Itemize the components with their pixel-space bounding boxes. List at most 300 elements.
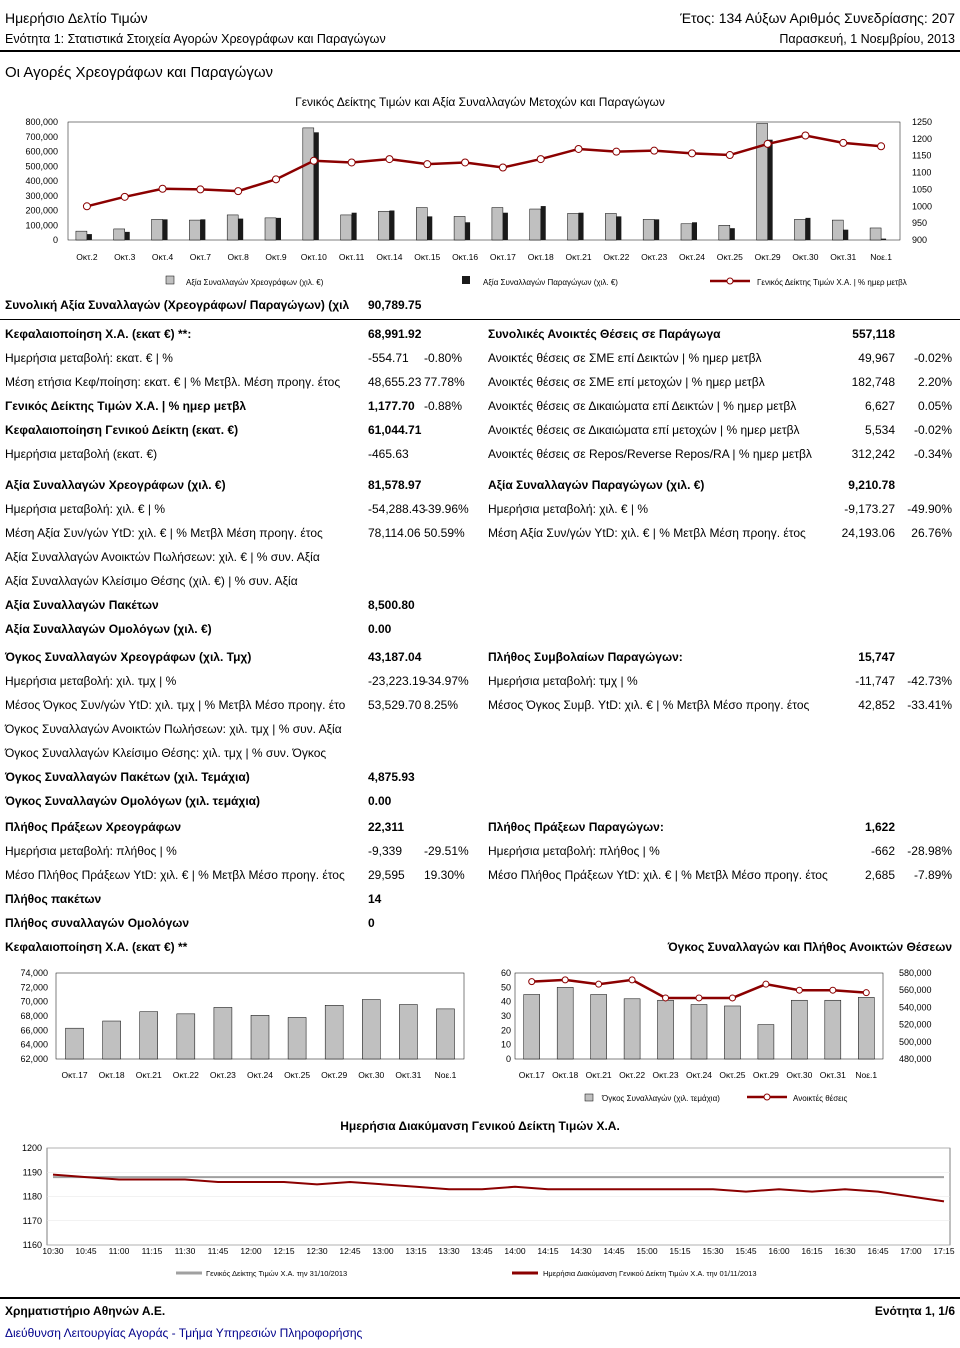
- right-stat-value: -662: [870, 844, 895, 858]
- intraday-x-tick: 15:15: [669, 1246, 691, 1256]
- top-x-tick: Οκτ.7: [189, 252, 212, 262]
- top-x-tick: Νοε.1: [870, 252, 892, 262]
- vol-left-tick: 60: [500, 968, 511, 978]
- right-stat-change: -33.41%: [907, 698, 952, 712]
- top-x-tick: Οκτ.15: [414, 252, 441, 262]
- legend-swatch-derivatives: [462, 276, 470, 284]
- cap-x-tick: Οκτ.31: [395, 1070, 422, 1080]
- top-x-tick: Οκτ.10: [300, 252, 327, 262]
- intraday-title: Ημερήσια Διακύμανση Γενικού Δείκτη Τιμών Χ.Α.: [340, 1119, 620, 1133]
- index-point: [83, 203, 90, 210]
- right-stat-change: -49.90%: [907, 502, 952, 516]
- left-stat-label: Μέση Αξία Συν/γών YtD: χιλ. € | % Μετβλ Μέση προηγ. έτος: [5, 526, 323, 540]
- top-x-tick: Οκτ.3: [114, 252, 136, 262]
- right-stat-label: Ημερήσια μεταβολή: πλήθος | %: [488, 844, 660, 858]
- intraday-y-tick: 1200: [21, 1143, 42, 1153]
- left-stat-label: Όγκος Συναλλαγών Χρεογράφων (χιλ. Τμχ): [5, 650, 252, 664]
- open-positions-point: [529, 979, 535, 985]
- left-stat-change: -0.80%: [424, 351, 463, 365]
- report-subtitle: Ενότητα 1: Στατιστικά Στοιχεία Αγορών Χρεογράφων και Παραγώγων: [5, 32, 386, 46]
- index-point: [159, 185, 166, 192]
- right-stat-label: Μέσος Όγκος Συμβ. YtD: χιλ. € | % Μετβλ Μέσο προηγ. έτος: [488, 698, 810, 712]
- intraday-x-tick: 15:00: [636, 1246, 658, 1256]
- derivatives-bar: [805, 218, 810, 240]
- left-stat-value: 61,044.71: [368, 423, 422, 437]
- derivatives-bar: [352, 213, 357, 240]
- left-stat-value: 22,311: [368, 820, 405, 834]
- cap-bar: [399, 1005, 417, 1059]
- left-stat-value: -54,288.43: [368, 502, 426, 516]
- left-stat-label: Όγκος Συναλλαγών Κλείσιμο Θέσης: χιλ. τμχ | % συν. Όγκος: [5, 746, 327, 760]
- right-stat-change: -0.02%: [913, 423, 952, 437]
- securities-bar: [416, 208, 427, 240]
- footer-org: Χρηματιστήριο Αθηνών Α.Ε.: [5, 1304, 166, 1318]
- intraday-x-tick: 13:30: [438, 1246, 460, 1256]
- top-right-tick: 950: [912, 218, 928, 229]
- open-positions-point: [763, 981, 769, 987]
- left-stat-label: Όγκος Συναλλαγών Ανοικτών Πωλήσεων: χιλ. τμχ | % συν. Αξία: [5, 722, 342, 736]
- right-stat-label: Ανοικτές θέσεις σε Δικαιώματα επί Δεικτών | % ημερ μετβλ: [488, 399, 797, 413]
- left-stat-value: 68,991.92: [368, 327, 422, 341]
- derivatives-bar: [276, 218, 281, 240]
- right-stat-label: Ανοικτές θέσεις σε Repos/Reverse Repos/RA | % ημερ μετβλ: [488, 447, 812, 461]
- cap-x-tick: Οκτ.25: [284, 1070, 311, 1080]
- index-point: [235, 188, 242, 195]
- intraday-x-tick: 14:00: [504, 1246, 526, 1256]
- top-x-tick: Οκτ.2: [76, 252, 98, 262]
- left-stat-value: 8,500.80: [368, 598, 415, 612]
- securities-bar: [114, 229, 125, 240]
- vol-left-tick: 20: [500, 1025, 511, 1036]
- index-point: [575, 145, 582, 152]
- legend-swatch-volume: [585, 1094, 593, 1101]
- index-point: [613, 148, 620, 155]
- right-stat-label: Συνολικές Ανοικτές Θέσεις σε Παράγωγα: [488, 327, 721, 341]
- derivatives-bar: [389, 211, 394, 241]
- derivatives-bar: [427, 216, 432, 240]
- vol-x-tick: Οκτ.30: [786, 1070, 813, 1080]
- cap-x-tick: Οκτ.30: [358, 1070, 385, 1080]
- index-point: [462, 159, 469, 166]
- intraday-x-tick: 11:45: [207, 1246, 229, 1256]
- securities-bar: [681, 224, 692, 240]
- right-stat-value: 5,534: [864, 423, 895, 437]
- legend-label-volume: Όγκος Συναλλαγών (χιλ. τεμάχια): [602, 1094, 720, 1103]
- top-left-tick: 300,000: [25, 190, 58, 201]
- legend-label-intraday: Ημερήσια Διακύμανση Γενικού Δείκτη Τιμών Χ.Α. την 01/11/2013: [543, 1269, 757, 1278]
- top-right-tick: 1100: [912, 167, 932, 178]
- intraday-x-tick: 10:30: [42, 1246, 64, 1256]
- cap-y-tick: 74,000: [20, 968, 48, 978]
- intraday-y-tick: 1170: [22, 1215, 42, 1226]
- right-stat-label: Ανοικτές θέσεις σε Δικαιώματα επί μετοχών | % ημερ μετβλ: [488, 423, 800, 437]
- left-stat-label: Αξία Συναλλαγών Ανοικτών Πωλήσεων: χιλ. € | % συν. Αξία: [5, 550, 320, 564]
- top-left-tick: 100,000: [25, 220, 58, 231]
- cap-y-tick: 70,000: [20, 996, 48, 1007]
- open-positions-point: [696, 995, 702, 1001]
- right-stat-change: 2.20%: [917, 375, 952, 389]
- left-stat-value: 1,177.70: [368, 399, 415, 413]
- right-stat-value: 24,193.06: [841, 526, 895, 540]
- cap-x-tick: Οκτ.24: [246, 1070, 274, 1080]
- left-stat-label: Αξία Συναλλαγών Χρεογράφων (χιλ. €): [5, 478, 226, 492]
- intraday-x-tick: 13:00: [372, 1246, 394, 1256]
- right-stat-value: 182,748: [851, 375, 895, 389]
- cap-chart: [0, 963, 475, 1088]
- left-stat-change: 19.30%: [424, 868, 465, 882]
- securities-bar: [76, 231, 87, 240]
- right-stat-change: 0.05%: [917, 399, 952, 413]
- vol-x-tick: Οκτ.22: [619, 1070, 646, 1080]
- legend-swatch-securities: [166, 276, 174, 284]
- cap-y-tick: 68,000: [20, 1011, 48, 1021]
- left-stat-change: 77.78%: [424, 375, 465, 389]
- open-positions-point: [596, 981, 602, 987]
- open-positions-point: [863, 990, 869, 996]
- intraday-x-tick: 13:15: [405, 1246, 427, 1256]
- securities-bar: [378, 211, 389, 240]
- intraday-chart: [0, 1140, 960, 1280]
- securities-bar: [530, 209, 541, 240]
- cap-x-tick: Οκτ.23: [209, 1070, 236, 1080]
- intraday-x-tick: 12:45: [339, 1246, 361, 1256]
- volume-bar: [758, 1025, 774, 1059]
- index-point: [499, 164, 506, 171]
- volume-bar: [825, 1000, 841, 1059]
- derivatives-bar: [654, 219, 659, 240]
- left-stat-label: Αξία Συναλλαγών Πακέτων: [5, 598, 159, 612]
- legend-label-open-positions: Ανοικτές θέσεις: [793, 1094, 848, 1103]
- vol-chart: [475, 963, 960, 1103]
- right-stat-change: -7.89%: [913, 868, 952, 882]
- cap-y-tick: 62,000: [20, 1054, 48, 1064]
- open-positions-point: [796, 987, 802, 993]
- vol-left-tick: 30: [500, 1011, 511, 1021]
- vol-x-tick: Οκτ.18: [552, 1070, 579, 1080]
- intraday-x-tick: 14:45: [603, 1246, 625, 1256]
- vol-right-tick: 580,000: [899, 968, 932, 978]
- intraday-x-tick: 11:00: [108, 1246, 130, 1256]
- right-stat-label: Αξία Συναλλαγών Παραγώγων (χιλ. €): [488, 478, 705, 492]
- index-point: [840, 139, 847, 146]
- derivatives-bar: [163, 219, 168, 240]
- right-stat-value: 9,210.78: [848, 478, 895, 492]
- top-x-tick: Οκτ.31: [830, 252, 857, 262]
- legend-label-index: Γενικός Δείκτης Τιμών Χ.Α. | % ημερ μετβλ: [757, 278, 907, 287]
- left-stat-value: 81,578.97: [368, 478, 422, 492]
- left-stat-change: 8.25%: [424, 698, 459, 712]
- left-stat-change: -29.51%: [424, 844, 469, 858]
- index-point: [537, 156, 544, 163]
- vol-x-tick: Οκτ.23: [652, 1070, 679, 1080]
- vol-right-tick: 500,000: [899, 1036, 932, 1047]
- volume-bar: [524, 995, 540, 1060]
- vol-x-tick: Οκτ.21: [585, 1070, 612, 1080]
- index-point: [273, 176, 280, 183]
- derivatives-bar: [238, 219, 243, 240]
- top-x-tick: Οκτ.14: [376, 252, 403, 262]
- top-right-tick: 1150: [912, 150, 932, 161]
- cap-x-tick: Οκτ.22: [172, 1070, 199, 1080]
- vol-right-tick: 520,000: [899, 1019, 932, 1030]
- securities-bar: [265, 218, 276, 240]
- right-stat-label: Ανοικτές θέσεις σε ΣΜΕ επί Δεικτών | % ημερ μετβλ: [488, 351, 762, 365]
- top-left-tick: 0: [52, 235, 58, 245]
- top-x-tick: Οκτ.17: [489, 252, 516, 262]
- right-stat-change: -0.02%: [913, 351, 952, 365]
- volume-bar: [791, 1000, 807, 1059]
- intraday-x-tick: 11:30: [174, 1246, 196, 1256]
- right-stat-value: 42,852: [858, 698, 895, 712]
- cap-bar: [288, 1017, 306, 1059]
- top-x-tick: Οκτ.23: [641, 252, 668, 262]
- vol-left-tick: 0: [505, 1054, 511, 1064]
- securities-bar: [568, 213, 579, 240]
- cap-bar: [103, 1021, 121, 1059]
- volume-bar: [557, 987, 573, 1059]
- index-point: [764, 140, 771, 147]
- volume-bar: [624, 999, 640, 1059]
- cap-bar: [251, 1015, 269, 1059]
- right-stat-change: -42.73%: [907, 674, 952, 688]
- left-stat-label: Πλήθος συναλλαγών Ομολόγων: [5, 916, 190, 930]
- report-title: Ημερήσιο Δελτίο Τιμών: [5, 10, 148, 26]
- open-positions-point: [830, 987, 836, 993]
- securities-bar: [719, 225, 730, 240]
- vol-x-tick: Οκτ.17: [518, 1070, 545, 1080]
- left-stat-change: 50.59%: [424, 526, 465, 540]
- left-stat-label: Όγκος Συναλλαγών Πακέτων (χιλ. Τεμάχια): [5, 770, 250, 784]
- derivatives-bar: [503, 213, 508, 240]
- derivatives-bar: [125, 232, 130, 240]
- securities-bar: [605, 213, 616, 240]
- right-stat-value: 557,118: [852, 327, 895, 341]
- index-point: [310, 157, 317, 164]
- index-point: [197, 186, 204, 193]
- intraday-x-tick: 15:30: [702, 1246, 724, 1256]
- derivatives-bar: [692, 222, 697, 240]
- left-stat-label: Αξία Συναλλαγών Κλείσιμο Θέσης (χιλ. €) | % συν. Αξία: [5, 574, 298, 588]
- left-stat-label: Πλήθος πακέτων: [5, 892, 102, 906]
- vol-x-tick: Οκτ.31: [819, 1070, 846, 1080]
- intraday-y-tick: 1180: [22, 1191, 42, 1202]
- right-stat-label: Ημερήσια μεταβολή: χιλ. € | %: [488, 502, 648, 516]
- intraday-x-tick: 13:45: [471, 1246, 493, 1256]
- securities-bar: [643, 219, 654, 240]
- cap-bar: [177, 1014, 195, 1059]
- intraday-y-tick: 1160: [22, 1240, 42, 1250]
- top-left-tick: 500,000: [25, 161, 58, 172]
- top-right-tick: 1250: [912, 117, 933, 127]
- top-x-tick: Οκτ.29: [754, 252, 781, 262]
- securities-bar: [794, 219, 805, 240]
- securities-bar: [492, 208, 503, 240]
- right-stat-value: 49,967: [858, 351, 895, 365]
- top-x-tick: Οκτ.25: [716, 252, 743, 262]
- derivatives-bar: [465, 222, 470, 240]
- intraday-x-tick: 11:15: [141, 1246, 163, 1256]
- index-point: [121, 193, 128, 200]
- derivatives-bar: [579, 213, 584, 240]
- left-stat-value: 43,187.04: [368, 650, 422, 664]
- top-x-tick: Οκτ.18: [527, 252, 554, 262]
- open-positions-point: [729, 995, 735, 1001]
- right-stat-label: Πλήθος Πράξεων Παραγώγων:: [488, 820, 664, 834]
- top-left-tick: 700,000: [25, 131, 58, 142]
- cap-bar: [66, 1028, 84, 1059]
- footer-page: Ενότητα 1, 1/6: [874, 1304, 955, 1318]
- volume-bar: [858, 997, 874, 1059]
- left-stat-label: Όγκος Συναλλαγών Ομολόγων (χιλ. τεμάχια): [5, 794, 261, 808]
- top-right-tick: 1050: [912, 184, 933, 195]
- top-x-tick: Οκτ.9: [265, 252, 287, 262]
- volume-bar: [724, 1006, 740, 1059]
- volume-bar: [658, 1000, 674, 1059]
- cap-chart-title: Κεφαλαιοποίηση Χ.Α. (εκατ €) **: [5, 940, 188, 954]
- cap-bar: [140, 1012, 158, 1059]
- legend-marker-open-positions: [764, 1094, 770, 1100]
- left-stat-label: Ημερήσια μεταβολή: πλήθος | %: [5, 844, 177, 858]
- derivatives-bar: [768, 140, 773, 240]
- left-stat-label: Κεφαλαιοποίηση Γενικού Δείκτη (εκατ. €): [5, 423, 239, 437]
- left-stat-value: -9,339: [368, 844, 403, 858]
- cap-y-tick: 66,000: [20, 1025, 48, 1036]
- left-stat-label: Αξία Συναλλαγών Ομολόγων (χιλ. €): [5, 622, 212, 636]
- left-stat-label: Ημερήσια μεταβολή: εκατ. € | %: [5, 351, 173, 365]
- vol-left-tick: 10: [500, 1039, 511, 1050]
- index-point: [386, 156, 393, 163]
- intraday-x-tick: 12:00: [240, 1246, 262, 1256]
- right-stat-value: -11,747: [855, 674, 895, 688]
- top-left-tick: 600,000: [25, 146, 58, 157]
- footer-dept: Διεύθυνση Λειτουργίας Αγοράς - Τμήμα Υπηρεσιών Πληροφορήσης: [5, 1326, 363, 1340]
- cap-y-tick: 72,000: [20, 982, 48, 993]
- intraday-x-tick: 17:15: [933, 1246, 955, 1256]
- total-value: 90,789.75: [368, 298, 422, 312]
- right-stat-change: 26.76%: [911, 526, 952, 540]
- vol-x-tick: Οκτ.24: [685, 1070, 713, 1080]
- index-point: [802, 132, 809, 139]
- vol-left-tick: 50: [500, 982, 511, 993]
- cap-y-tick: 64,000: [20, 1039, 48, 1050]
- left-stat-change: -39.96%: [424, 502, 469, 516]
- derivatives-bar: [843, 230, 848, 240]
- top-x-tick: Οκτ.24: [678, 252, 706, 262]
- vol-left-tick: 40: [500, 996, 511, 1007]
- top-right-tick: 1000: [912, 201, 933, 212]
- left-stat-label: Γενικός Δείκτης Τιμών Χ.Α. | % ημερ μετβλ: [5, 399, 247, 413]
- top-chart-legend: [166, 276, 907, 287]
- left-stat-change: -0.88%: [424, 399, 463, 413]
- top-chart-title: Γενικός Δείκτης Τιμών και Αξία Συναλλαγών Μετοχών και Παραγώγων: [295, 95, 665, 109]
- intraday-x-tick: 16:00: [768, 1246, 790, 1256]
- securities-bar: [341, 215, 352, 240]
- open-positions-point: [562, 977, 568, 983]
- section-title: Οι Αγορές Χρεογράφων και Παραγώγων: [5, 64, 274, 81]
- intraday-x-tick: 12:30: [306, 1246, 328, 1256]
- securities-bar: [227, 215, 238, 240]
- vol-x-tick: Νοε.1: [855, 1070, 878, 1080]
- issue-info: Έτος: 134 Αύξων Αριθμός Συνεδρίασης: 207: [680, 10, 955, 26]
- right-stat-value: 312,242: [851, 447, 895, 461]
- derivatives-bar: [541, 206, 546, 240]
- top-left-tick: 200,000: [25, 205, 58, 216]
- vol-chart-title: Όγκος Συναλλαγών και Πλήθος Ανοικτών Θέσεων: [667, 940, 952, 954]
- cap-bar: [325, 1005, 343, 1059]
- right-stat-label: Μέσο Πλήθος Πράξεων YtD: χιλ. € | % Μετβλ Μέσο προηγ. έτος: [488, 868, 828, 882]
- index-point: [348, 159, 355, 166]
- top-chart: [0, 115, 960, 295]
- left-stat-value: 14: [368, 892, 382, 906]
- index-point: [878, 143, 885, 150]
- volume-bar: [591, 995, 607, 1060]
- right-stat-label: Ημερήσια μεταβολή: τμχ | %: [488, 674, 638, 688]
- open-positions-point: [629, 977, 635, 983]
- index-point: [689, 150, 696, 157]
- legend-label-securities: Αξία Συναλλαγών Χρεογράφων (χιλ. €): [186, 278, 324, 287]
- right-stat-value: 2,685: [864, 868, 895, 882]
- left-stat-value: 0.00: [368, 794, 392, 808]
- intraday-index-line: [53, 1175, 944, 1202]
- cap-x-tick: Νοε.1: [434, 1070, 457, 1080]
- left-stat-value: -23,223.19: [368, 674, 426, 688]
- top-right-tick: 900: [912, 235, 928, 245]
- vol-x-tick: Οκτ.29: [752, 1070, 779, 1080]
- top-x-tick: Οκτ.11: [338, 252, 365, 262]
- cap-x-tick: Οκτ.17: [61, 1070, 88, 1080]
- intraday-x-tick: 16:45: [867, 1246, 889, 1256]
- cap-bar: [362, 1000, 380, 1059]
- top-x-tick: Οκτ.22: [603, 252, 630, 262]
- securities-bar: [832, 220, 843, 240]
- footer-rule: [0, 1297, 960, 1299]
- left-stat-label: Ημερήσια μεταβολή: χιλ. € | %: [5, 502, 165, 516]
- intraday-y-tick: 1190: [22, 1167, 42, 1178]
- legend-label-prev-index: Γενικός Δείκτης Τιμών Χ.Α. την 31/10/2013: [206, 1269, 348, 1278]
- right-stat-value: 15,747: [858, 650, 895, 664]
- derivatives-bar: [881, 239, 886, 240]
- top-right-tick: 1200: [912, 133, 933, 144]
- top-left-tick: 400,000: [25, 176, 58, 186]
- cap-x-tick: Οκτ.21: [135, 1070, 162, 1080]
- top-left-tick: 800,000: [25, 117, 58, 127]
- cap-x-tick: Οκτ.18: [98, 1070, 125, 1080]
- top-x-tick: Οκτ.30: [792, 252, 819, 262]
- legend-marker-index: [727, 278, 733, 284]
- vol-right-tick: 540,000: [899, 1002, 932, 1013]
- left-stat-value: 78,114.06: [368, 526, 421, 540]
- intraday-x-tick: 14:30: [570, 1246, 592, 1256]
- left-stat-change: -34.97%: [424, 674, 469, 688]
- left-stat-label: Μέσο Πλήθος Πράξεων YtD: χιλ. € | % Μετβλ Μέσο προηγ. έτος: [5, 868, 345, 882]
- vol-right-tick: 560,000: [899, 985, 932, 996]
- right-stat-change: -28.98%: [907, 844, 952, 858]
- left-stat-value: 48,655.23: [368, 375, 422, 389]
- cap-bar: [436, 1009, 454, 1059]
- legend-label-derivatives: Αξία Συναλλαγών Παραγώγων (χιλ. €): [483, 278, 618, 287]
- right-stat-label: Πλήθος Συμβολαίων Παραγώγων:: [488, 650, 683, 664]
- left-stat-label: Ημερήσια μεταβολή (εκατ. €): [5, 447, 158, 461]
- top-x-tick: Οκτ.8: [227, 252, 249, 262]
- left-stat-value: 29,595: [368, 868, 405, 882]
- volume-bar: [691, 1005, 707, 1059]
- index-point: [726, 152, 733, 159]
- securities-bar: [454, 216, 465, 240]
- left-stat-value: 53,529.70: [368, 698, 422, 712]
- left-stat-value: -465.63: [368, 447, 409, 461]
- summary-rule: [0, 319, 960, 320]
- securities-bar: [189, 220, 200, 240]
